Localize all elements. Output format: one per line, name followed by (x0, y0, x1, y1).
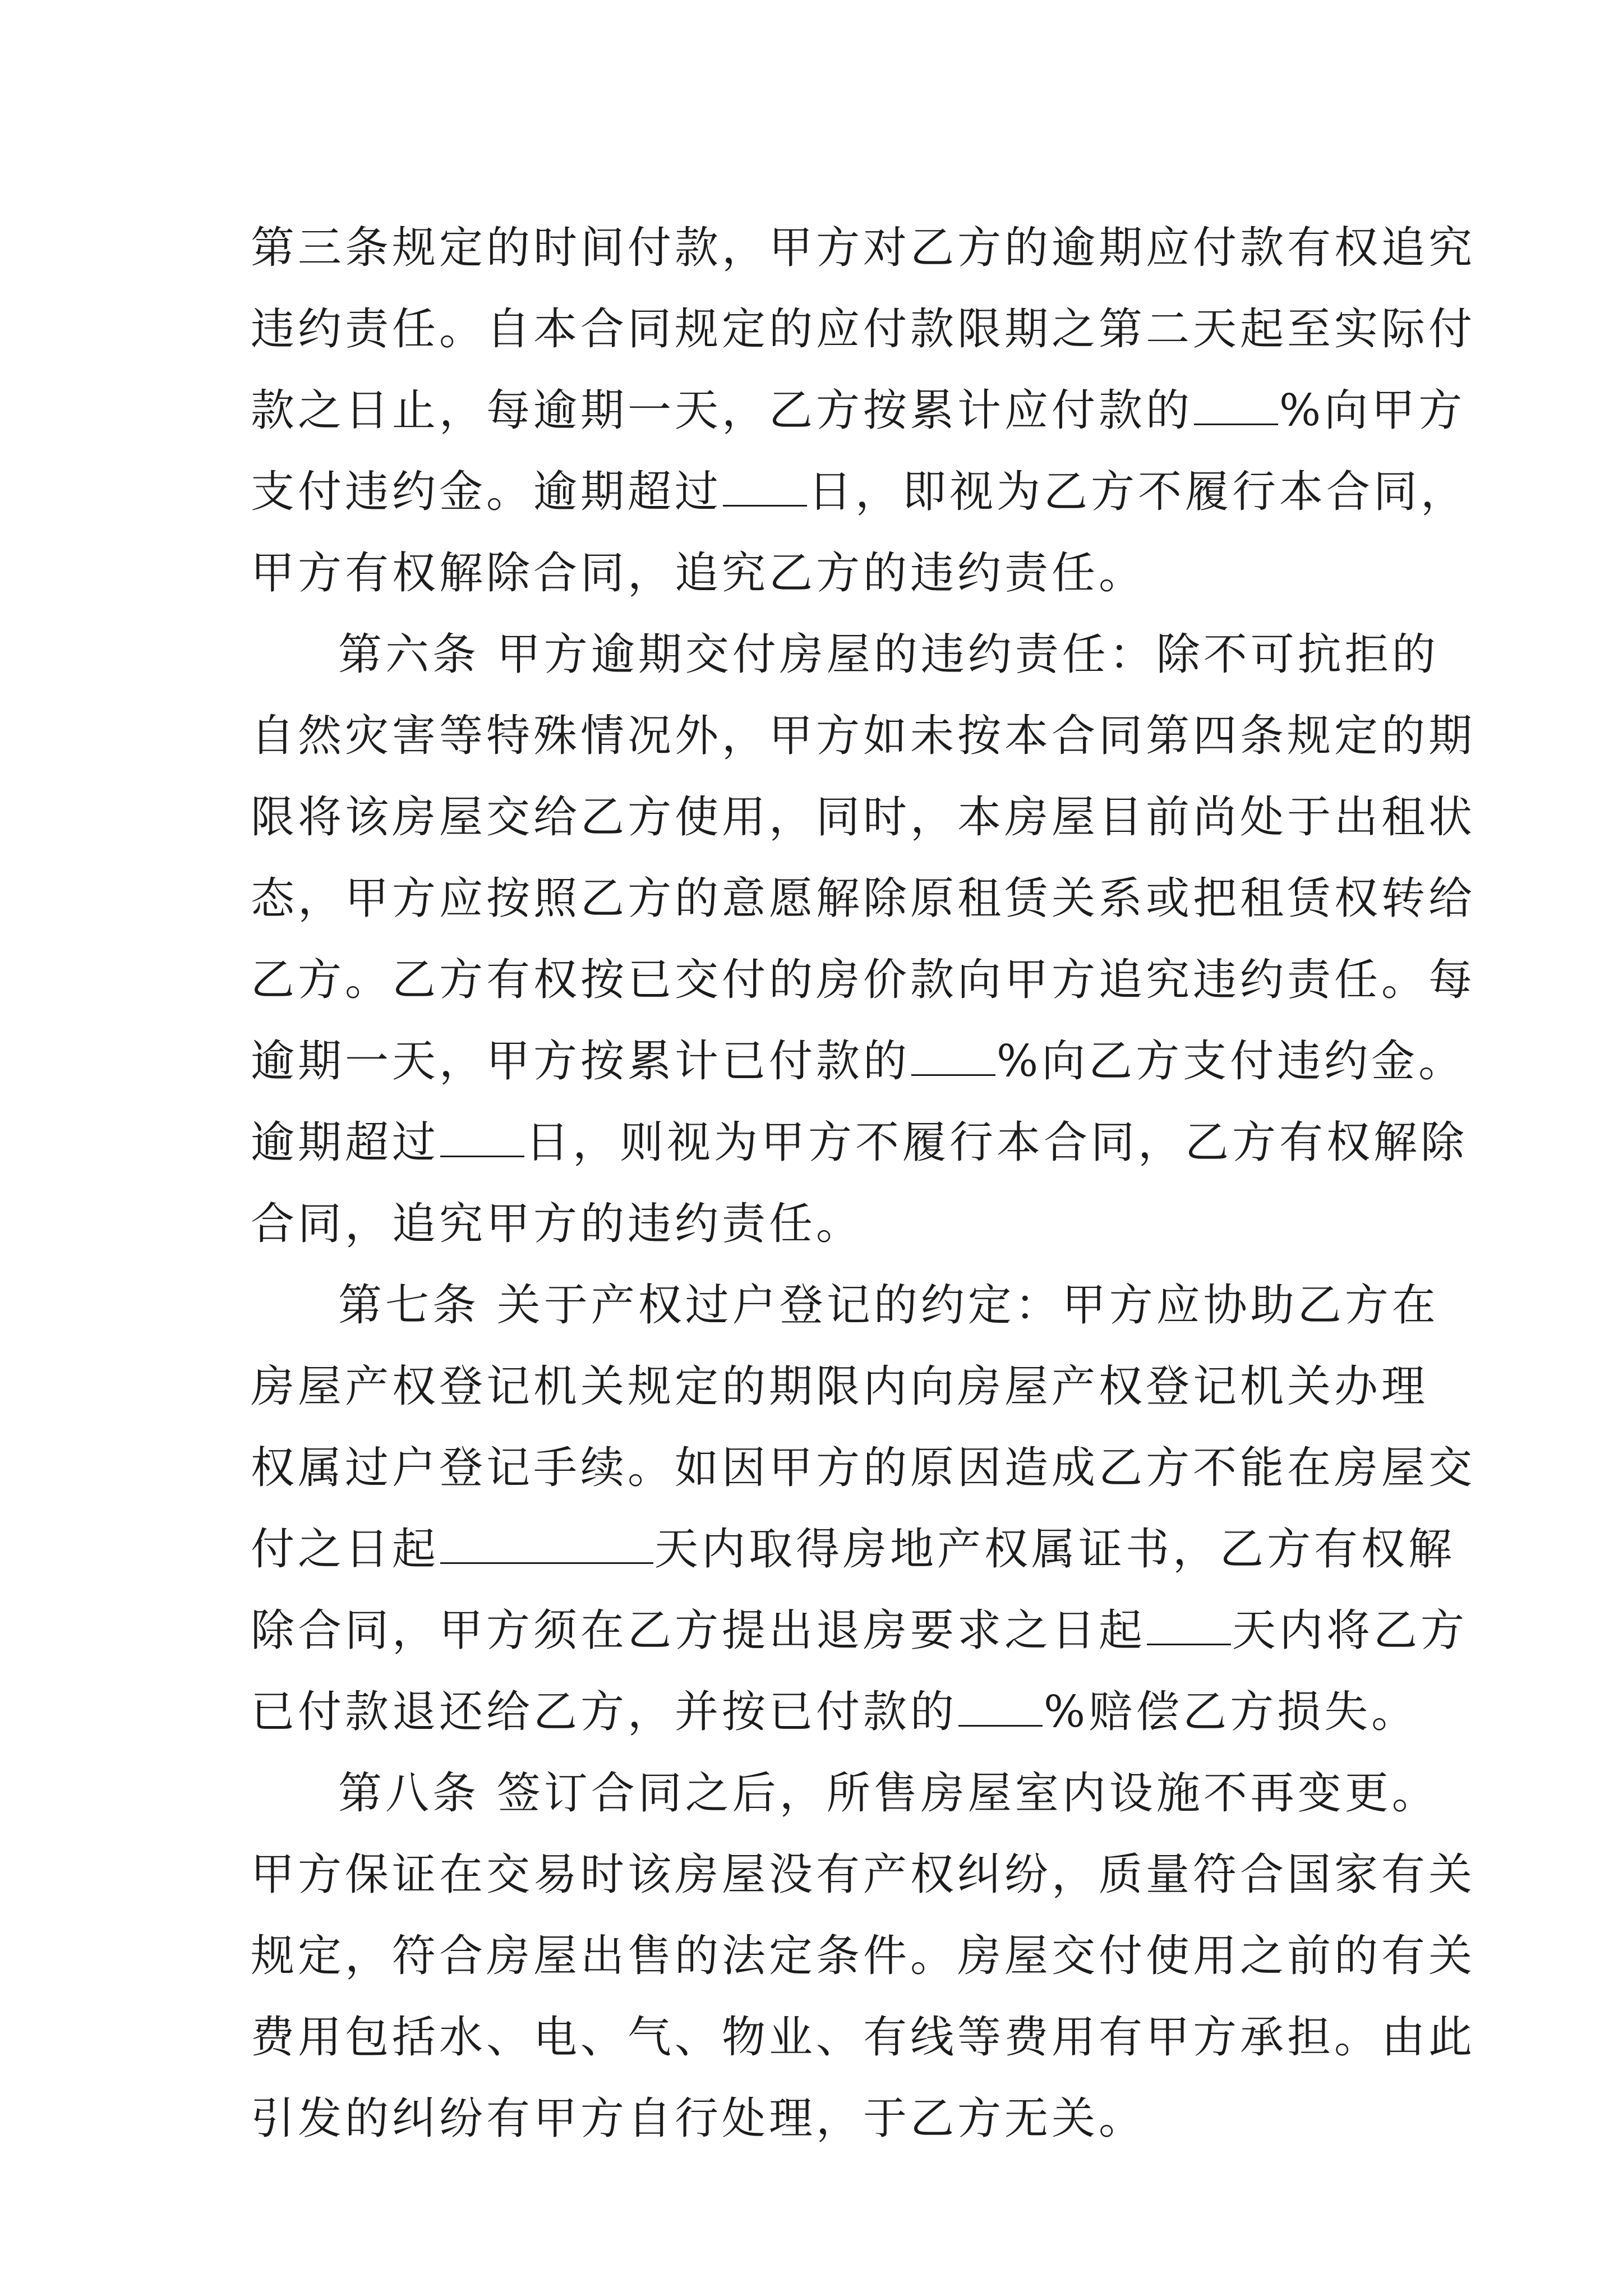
text-line: 甲方有权解除合同，追究乙方的违约责任。 (251, 548, 1146, 599)
text-line: 第三条规定的时间付款，甲方对乙方的逾期应付款有权追究 (251, 223, 1476, 273)
text-line: 费用包括水、电、气、物业、有线等费用有甲方承担。由此 (251, 2012, 1476, 2063)
text-line: 逾期超过 日，则视为甲方不履行本合同，乙方有权解除 (251, 1102, 1406, 1184)
text-line: 第七条 关于产权过户登记的约定：甲方应协助乙方在 (338, 1280, 1439, 1331)
text-line: 支付违约金。逾期超过 日，即视为乙方不履行本合同， (251, 452, 1406, 533)
text-line: 引发的纠纷有甲方自行处理，于乙方无关。 (251, 2093, 1146, 2144)
text-line: 款之日止，每逾期一天，乙方按累计应付款的 %向甲方 (251, 370, 1406, 452)
fill-in-blank (958, 1686, 1043, 1727)
text-line: 乙方。乙方有权按已交付的房价款向甲方追究违约责任。每 (251, 955, 1476, 1005)
text-line: 除合同，甲方须在乙方提出退房要求之日起 天内将乙方 (251, 1590, 1406, 1672)
fill-in-blank (723, 466, 807, 507)
paragraph-article-6 (251, 614, 1476, 1265)
text-line: 态，甲方应按照乙方的意愿解除原租赁关系或把租赁权转给 (251, 873, 1476, 924)
text-line: 限将该房屋交给乙方使用，同时，本房屋目前尚处于出租状 (251, 792, 1476, 843)
text-line: 规定，符合房屋出售的法定条件。房屋交付使用之前的有关 (251, 1931, 1476, 1981)
text-line: 甲方保证在交易时该房屋没有产权纠纷，质量符合国家有关 (251, 1849, 1476, 1900)
text-line: 逾期一天，甲方按累计已付款的 %向乙方支付违约金。 (251, 1021, 1406, 1102)
fill-in-blank (1194, 384, 1278, 425)
paragraph-article-7 (251, 1265, 1476, 1753)
document-body (251, 208, 1476, 2160)
text-line: 合同，追究甲方的违约责任。 (251, 1199, 864, 1249)
fill-in-blank (1147, 1604, 1231, 1645)
text-line: 已付款退还给乙方，并按已付款的 %赔偿乙方损失。 (251, 1672, 1406, 1753)
paragraph-article-8 (251, 1753, 1476, 2160)
text-line: 权属过户登记手续。如因甲方的原因造成乙方不能在房屋交 (251, 1443, 1476, 1493)
text-line: 第八条 签订合同之后，所售房屋室内设施不再变更。 (338, 1768, 1439, 1819)
fill-in-blank (440, 1523, 653, 1564)
text-line: 付之日起 天内取得房地产权属证书，乙方有权解 (251, 1509, 1406, 1590)
text-line: 房屋产权登记机关规定的期限内向房屋产权登记机关办理 (251, 1361, 1429, 1412)
text-line: 自然灾害等特殊情况外，甲方如未按本合同第四条规定的期 (251, 711, 1476, 761)
text-line: 违约责任。自本合同规定的应付款限期之第二天起至实际付 (251, 304, 1476, 355)
fill-in-blank (440, 1116, 524, 1157)
fill-in-blank (911, 1035, 995, 1076)
text-line: 第六条 甲方逾期交付房屋的违约责任：除不可抗拒的 (338, 629, 1439, 680)
paragraph-article-5-continued (251, 208, 1476, 614)
